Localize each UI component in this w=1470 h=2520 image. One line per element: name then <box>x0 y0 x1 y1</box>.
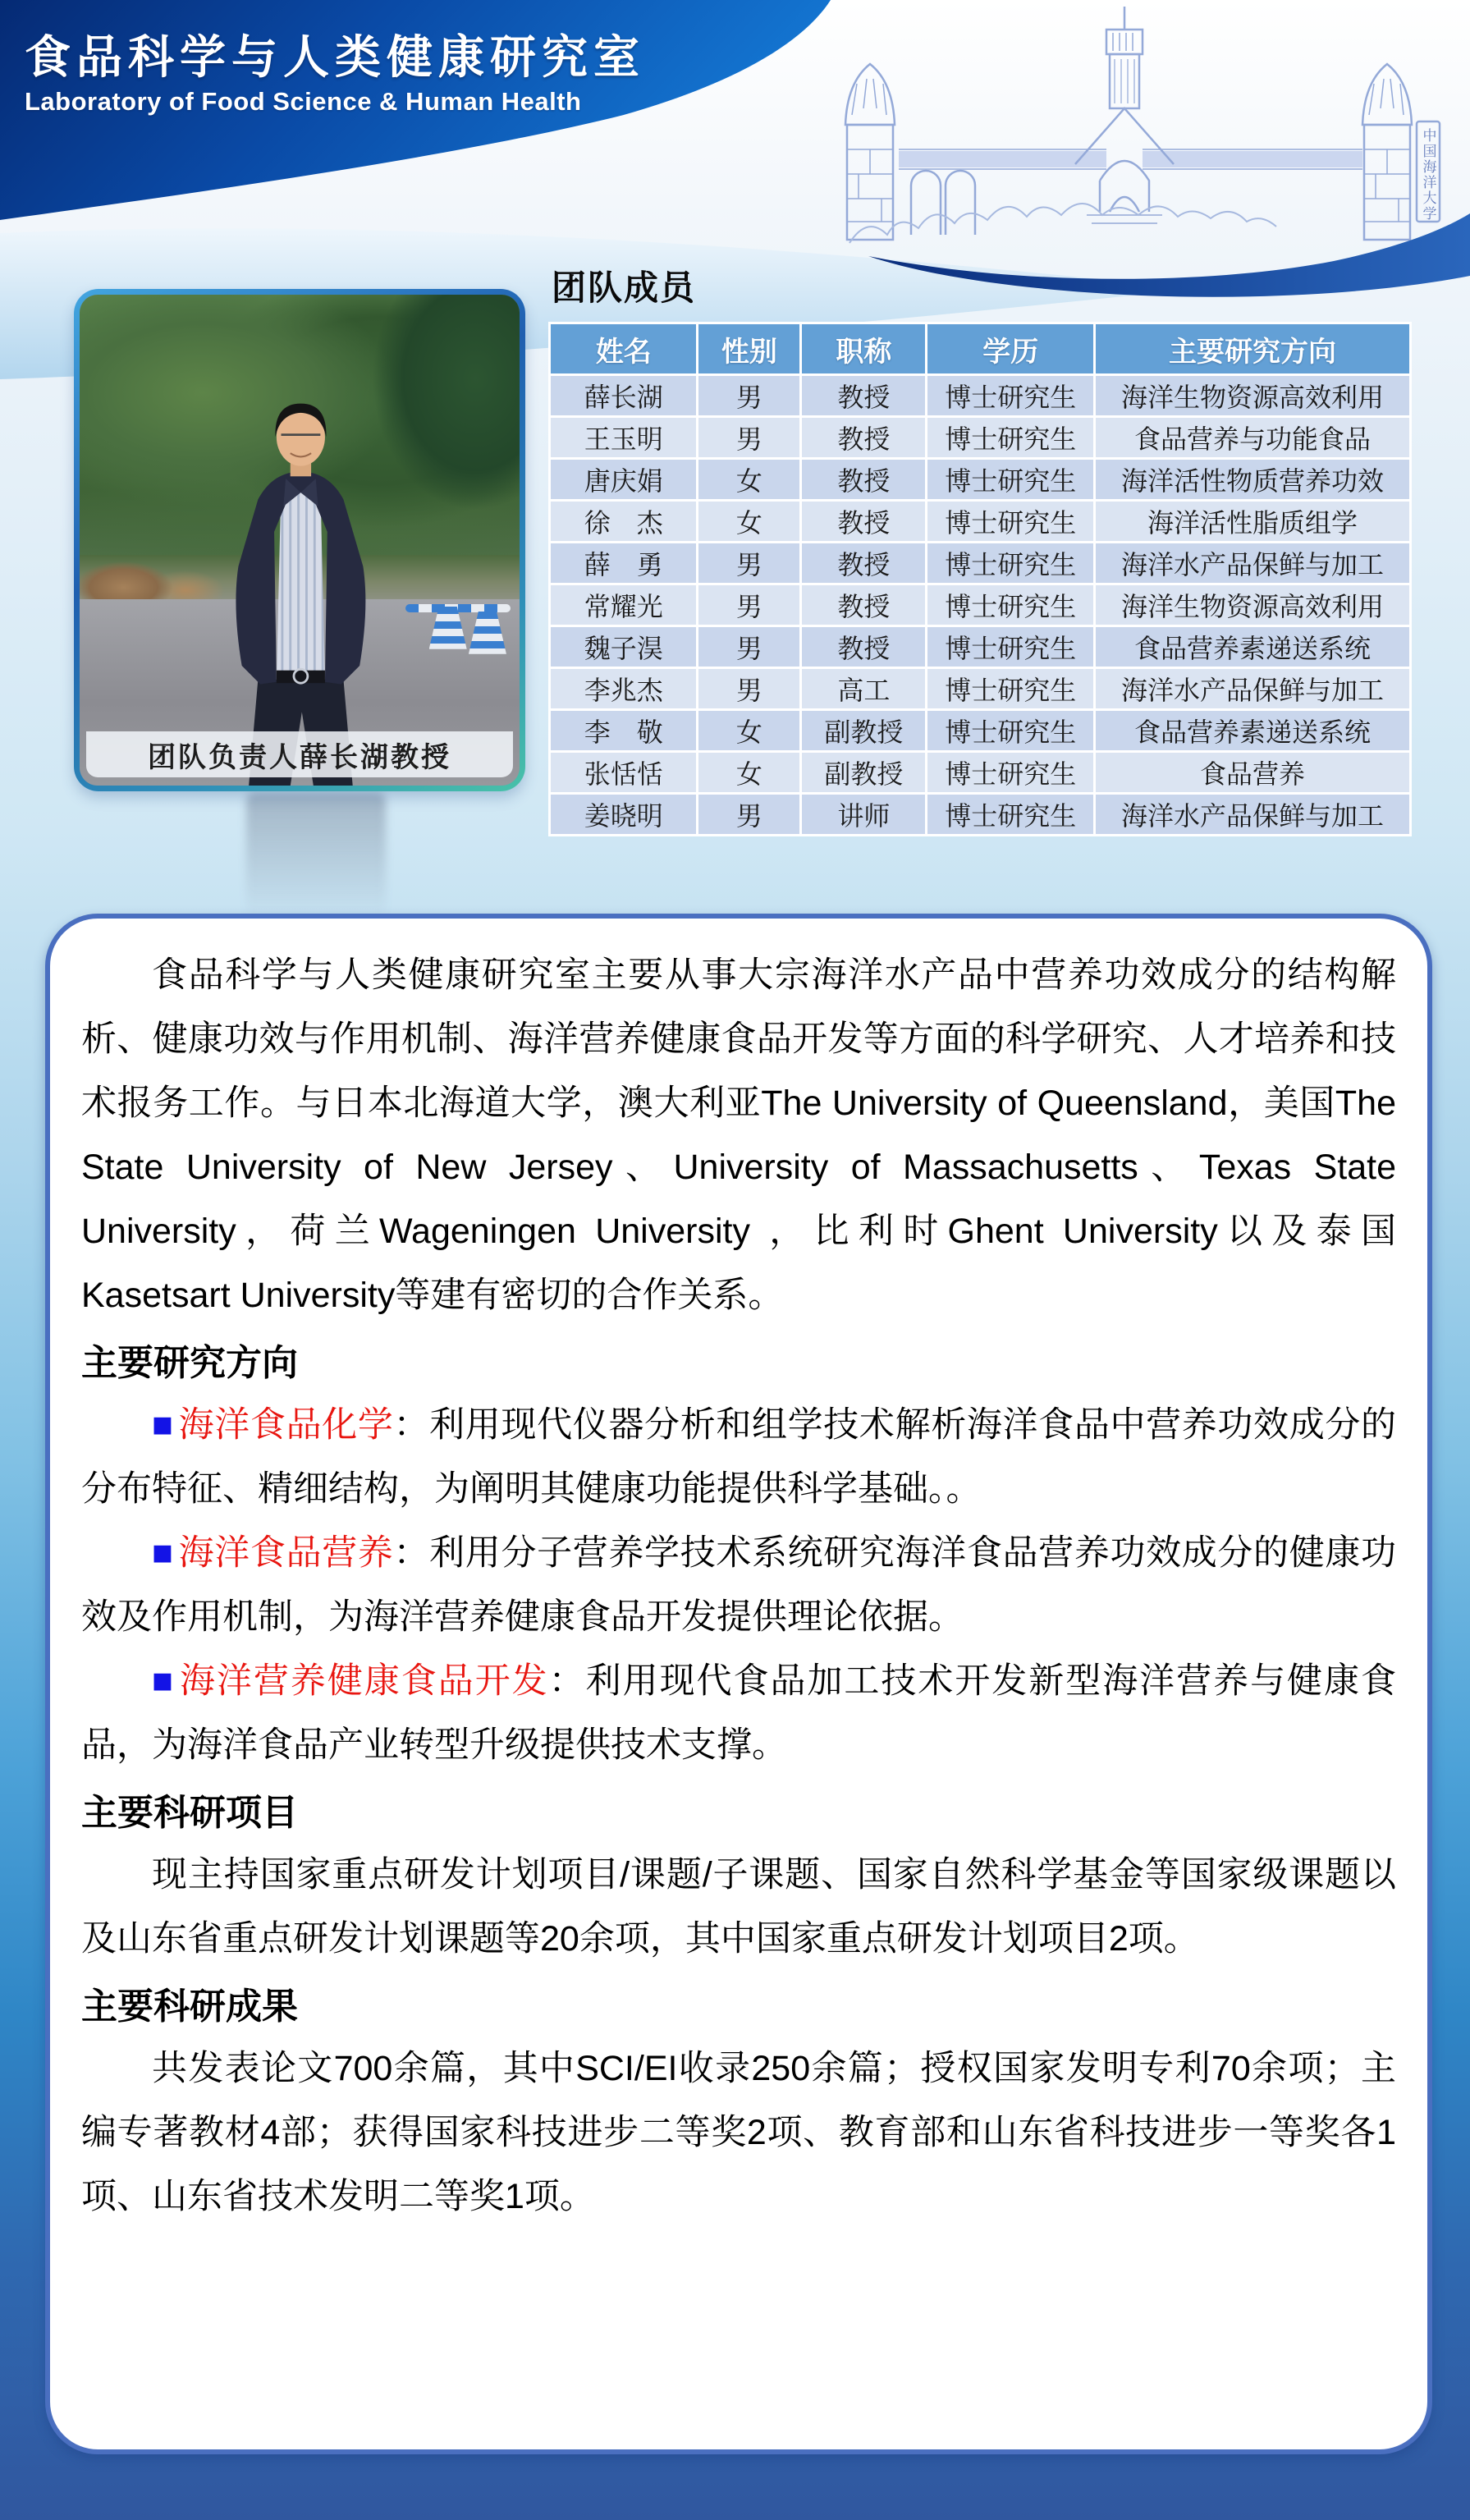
research-directions-list <box>81 1393 1396 1777</box>
cell-direction: 海洋水产品保鲜与加工 <box>1094 668 1410 710</box>
table-row <box>550 668 1411 710</box>
cell-name: 张恬恬 <box>550 752 698 794</box>
research-directions-heading: 主要研究方向 <box>81 1343 298 1383</box>
research-direction-item <box>81 1393 1396 1521</box>
cell-direction: 食品营养素递送系统 <box>1094 626 1410 668</box>
cell-gender: 男 <box>698 375 801 417</box>
cell-name: 薛长湖 <box>550 375 698 417</box>
cell-gender: 男 <box>698 794 801 836</box>
achievements-heading: 主要科研成果 <box>81 1986 298 2027</box>
cell-name: 李 敬 <box>550 710 698 752</box>
research-direction-item <box>81 1521 1396 1649</box>
cell-title: 教授 <box>801 584 927 626</box>
cell-degree: 博士研究生 <box>927 794 1095 836</box>
cell-degree: 博士研究生 <box>927 501 1095 543</box>
projects-paragraph: 现主持国家重点研发计划项目/课题/子课题、国家自然科学基金等国家级课题以及山东省重点研发计划课题等20余项，其中国家重点研发计划项目2项。 <box>81 1855 1396 1959</box>
cell-direction: 海洋水产品保鲜与加工 <box>1094 543 1410 584</box>
direction-description: ：利用现代食品加工技术开发新型海洋营养与健康食品，为海洋食品产业转型升级提供技术支撑。 <box>81 1661 1396 1765</box>
page-title: 食品科学与人类健康研究室 <box>25 31 645 83</box>
bullet-square-icon: ■ <box>152 1661 175 1701</box>
cell-direction: 食品营养 <box>1094 752 1410 794</box>
photo-caption: 团队负责人薛长湖教授 <box>86 731 513 777</box>
direction-term: 海洋食品化学 <box>178 1405 394 1445</box>
team-members-table <box>548 322 1412 836</box>
cell-degree: 博士研究生 <box>927 710 1095 752</box>
team-leader-photo-card <box>74 289 525 791</box>
cell-gender: 女 <box>698 459 801 501</box>
col-header-direction: 主要研究方向 <box>1094 323 1410 375</box>
cell-gender: 女 <box>698 501 801 543</box>
col-header-title: 职称 <box>801 323 927 375</box>
table-row <box>550 375 1411 417</box>
cell-degree: 博士研究生 <box>927 543 1095 584</box>
content-box <box>45 914 1432 2454</box>
cell-name: 魏子淏 <box>550 626 698 668</box>
cell-title: 教授 <box>801 626 927 668</box>
cell-name: 姜晓明 <box>550 794 698 836</box>
campus-building-illustration <box>845 7 1440 243</box>
team-leader-figure <box>184 393 414 786</box>
intro-paragraph: 食品科学与人类健康研究室主要从事大宗海洋水产品中营养功效成分的结构解析、健康功效与作用机制、海洋营养健康食品开发等方面的科学研究、人才培养和技术报务工作。与日本北海道大学，澳大利亚The University of Queensland，美国The State University of New Jersey、University of Massachusetts、Texas State University，荷兰Wageningen University ，比利时Ghent University以及泰国Kasetsart University等建有密切的合作关系。 <box>81 955 1396 1315</box>
cell-direction: 食品营养与功能食品 <box>1094 417 1410 459</box>
cell-direction: 海洋水产品保鲜与加工 <box>1094 794 1410 836</box>
cell-name: 唐庆娟 <box>550 459 698 501</box>
col-header-name: 姓名 <box>550 323 698 375</box>
table-row <box>550 626 1411 668</box>
cell-direction: 海洋活性脂质组学 <box>1094 501 1410 543</box>
table-row <box>550 794 1411 836</box>
direction-description: ：利用现代仪器分析和组学技术解析海洋食品中营养功效成分的分布特征、精细结构，为阐明其健康功能提供科学基础。。 <box>81 1405 1396 1509</box>
col-header-gender: 性别 <box>698 323 801 375</box>
cell-title: 副教授 <box>801 710 927 752</box>
cell-title: 教授 <box>801 417 927 459</box>
research-direction-item <box>81 1649 1396 1777</box>
achievements-paragraph: 共发表论文700余篇，其中SCI/EI收录250余篇；授权国家发明专利70余项；主编专著教材4部；获得国家科技进步二等奖2项、教育部和山东省科技进步一等奖各1项、山东省技术发明二等奖1项。 <box>81 2049 1396 2216</box>
cell-name: 薛 勇 <box>550 543 698 584</box>
cell-gender: 男 <box>698 584 801 626</box>
table-row <box>550 543 1411 584</box>
cell-name: 李兆杰 <box>550 668 698 710</box>
cell-degree: 博士研究生 <box>927 752 1095 794</box>
cell-gender: 男 <box>698 626 801 668</box>
table-header-row <box>550 323 1411 375</box>
cell-degree: 博士研究生 <box>927 417 1095 459</box>
cell-title: 副教授 <box>801 752 927 794</box>
bullet-square-icon: ■ <box>152 1405 174 1445</box>
direction-term: 海洋食品营养 <box>178 1533 394 1573</box>
cell-title: 教授 <box>801 501 927 543</box>
team-leader-photo <box>80 295 520 786</box>
header <box>25 33 645 117</box>
cell-title: 教授 <box>801 459 927 501</box>
direction-description: ：利用分子营养学技术系统研究海洋食品营养功效成分的健康功效及作用机制，为海洋营养健康食品开发提供理论依据。 <box>81 1533 1396 1637</box>
table-row <box>550 417 1411 459</box>
cell-title: 讲师 <box>801 794 927 836</box>
table-row <box>550 584 1411 626</box>
cell-direction: 海洋生物资源高效利用 <box>1094 375 1410 417</box>
table-row <box>550 501 1411 543</box>
cell-gender: 男 <box>698 417 801 459</box>
direction-term: 海洋营养健康食品开发 <box>179 1661 549 1701</box>
cell-degree: 博士研究生 <box>927 584 1095 626</box>
team-section-heading: 团队成员 <box>552 268 697 307</box>
cell-direction: 海洋生物资源高效利用 <box>1094 584 1410 626</box>
table-row <box>550 752 1411 794</box>
table-row <box>550 710 1411 752</box>
page-subtitle: Laboratory of Food Science & Human Health <box>25 87 582 116</box>
table-row <box>550 459 1411 501</box>
cell-gender: 女 <box>698 752 801 794</box>
cell-title: 教授 <box>801 543 927 584</box>
cell-title: 教授 <box>801 375 927 417</box>
projects-heading: 主要科研项目 <box>81 1793 298 1833</box>
cell-degree: 博士研究生 <box>927 668 1095 710</box>
plaque-text: 中国海洋大学 <box>1420 128 1436 222</box>
col-header-degree: 学历 <box>927 323 1095 375</box>
cell-name: 王玉明 <box>550 417 698 459</box>
cell-degree: 博士研究生 <box>927 375 1095 417</box>
cell-gender: 男 <box>698 668 801 710</box>
cell-title: 高工 <box>801 668 927 710</box>
cell-gender: 女 <box>698 710 801 752</box>
cell-direction: 食品营养素递送系统 <box>1094 710 1410 752</box>
cell-name: 常耀光 <box>550 584 698 626</box>
cell-direction: 海洋活性物质营养功效 <box>1094 459 1410 501</box>
cell-degree: 博士研究生 <box>927 459 1095 501</box>
cell-degree: 博士研究生 <box>927 626 1095 668</box>
cell-gender: 男 <box>698 543 801 584</box>
bullet-square-icon: ■ <box>152 1533 174 1573</box>
cell-name: 徐 杰 <box>550 501 698 543</box>
